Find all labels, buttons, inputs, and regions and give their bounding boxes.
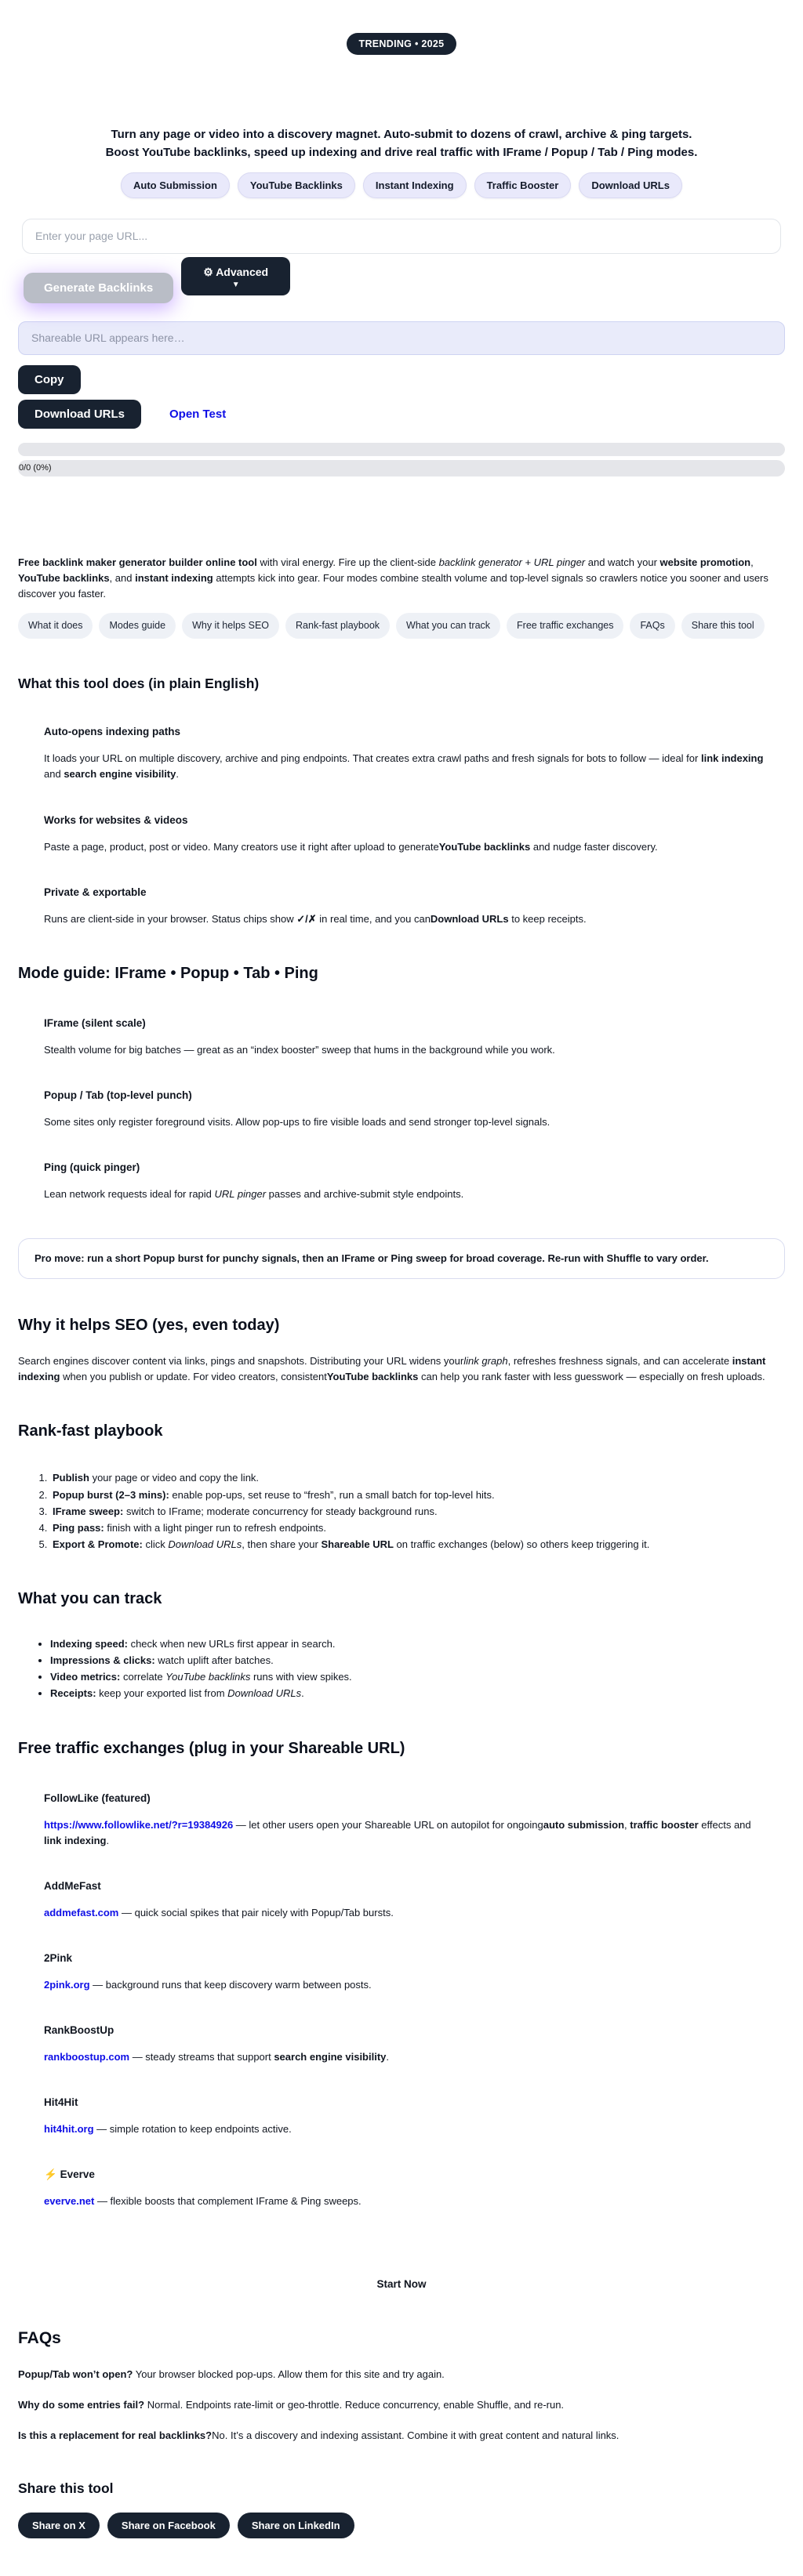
text-segment: check when new URLs first appear in search. xyxy=(128,1638,335,1650)
card-popup-tab-mode xyxy=(18,1088,785,1130)
card-title: Auto-opens indexing paths xyxy=(44,724,768,741)
text-segment: click xyxy=(143,1538,169,1550)
text-segment: search engine visibility xyxy=(64,768,176,780)
track-list xyxy=(18,1636,785,1702)
text-segment: . xyxy=(176,768,179,780)
card-title: Popup / Tab (top-level punch) xyxy=(44,1088,768,1104)
exchange-card-2pink xyxy=(18,1951,785,1993)
text-segment: attempts kick into gear. Four modes combine stealth volume and top-level signals so crawlers notice you sooner and users discover you faster. xyxy=(18,572,768,600)
text-segment: — quick social spikes that pair nicely with Popup/Tab bursts. xyxy=(118,1907,393,1918)
exchange-card-everve xyxy=(18,2167,785,2209)
text-segment: YouTube backlinks xyxy=(165,1671,250,1683)
text-segment: , and xyxy=(110,572,136,584)
text-segment: Free backlink maker generator builder online tool xyxy=(18,556,257,568)
text-segment: . xyxy=(386,2051,389,2063)
chevron-down-icon: ▼ xyxy=(232,281,240,289)
heading-rank-fast-playbook: Rank-fast playbook xyxy=(18,1419,785,1444)
nav-pill-what-you-can-track[interactable]: What you can track xyxy=(396,613,500,639)
hero-tagline xyxy=(25,125,778,162)
text-segment: Impressions & clicks: xyxy=(50,1654,155,1666)
nav-pill-free-traffic-exchanges[interactable]: Free traffic exchanges xyxy=(507,613,623,639)
card-iframe-mode xyxy=(18,1016,785,1058)
text-segment: — flexible boosts that complement IFrame & Ping sweeps. xyxy=(94,2195,361,2207)
text-segment: YouTube backlinks xyxy=(18,572,110,584)
generate-backlinks-button[interactable]: Generate Backlinks xyxy=(24,273,173,303)
exchange-title: RankBoostUp xyxy=(44,2023,768,2039)
track-item xyxy=(50,1686,785,1701)
inline-text-link[interactable]: 2pink.org xyxy=(44,1979,90,1991)
advanced-toggle-button[interactable] xyxy=(181,257,290,295)
text-segment: URL pinger xyxy=(215,1188,267,1200)
exchange-body xyxy=(44,2121,768,2137)
track-item xyxy=(50,1636,785,1652)
text-segment: when you publish or update. For video creators, consistent xyxy=(60,1371,326,1382)
exchange-card-rankboostup xyxy=(18,2023,785,2065)
card-auto-opens-indexing-paths xyxy=(18,724,785,782)
text-segment: , refreshes freshness signals, and can accelerate xyxy=(508,1355,732,1367)
text-segment: It loads your URL on multiple discovery, archive and ping endpoints. That creates extra crawl paths and fresh signals for bots to follow — ideal for xyxy=(44,752,701,764)
text-segment: Normal. Endpoints rate-limit or geo-throttle. Reduce concurrency, enable Shuffle, and re-run. xyxy=(144,2399,564,2411)
card-title: IFrame (silent scale) xyxy=(44,1016,768,1032)
start-now-link[interactable]: Start Now xyxy=(18,2277,785,2293)
text-segment: with viral energy. Fire up the client-side xyxy=(257,556,439,568)
section-nav xyxy=(18,613,785,639)
heading-mode-guide: Mode guide: IFrame • Popup • Tab • Ping xyxy=(18,962,785,986)
playbook-step xyxy=(50,1504,785,1520)
playbook-step xyxy=(50,1537,785,1552)
shareable-url-output[interactable] xyxy=(18,321,785,355)
text-segment: Download URLs xyxy=(431,913,509,925)
exchange-body xyxy=(44,2049,768,2065)
text-segment: link indexing xyxy=(44,1835,106,1846)
text-segment: Popup burst (2–3 mins): xyxy=(53,1489,169,1501)
text-segment: Paste a page, product, post or video. Many creators use it right after upload to generate xyxy=(44,841,439,853)
text-segment: Ping pass: xyxy=(53,1522,104,1534)
text-segment: on traffic exchanges (below) so others keep triggering it. xyxy=(394,1538,649,1550)
text-segment: , xyxy=(750,556,754,568)
text-segment: correlate xyxy=(120,1671,165,1683)
text-segment: ✓/✗ xyxy=(296,913,316,925)
feature-pill-youtube-backlinks: YouTube Backlinks xyxy=(238,172,355,198)
pro-move-callout xyxy=(18,1238,785,1279)
text-segment: and xyxy=(44,768,64,780)
download-urls-button[interactable]: Download URLs xyxy=(18,400,141,429)
card-ping-mode xyxy=(18,1160,785,1202)
text-segment: traffic booster xyxy=(630,1819,698,1831)
inline-text-link[interactable]: rankboostup.com xyxy=(44,2051,129,2063)
card-body xyxy=(44,751,768,782)
text-segment: link graph xyxy=(463,1355,507,1367)
download-row xyxy=(18,400,785,429)
text-segment: — background runs that keep discovery warm between posts. xyxy=(90,1979,372,1991)
text-segment: watch uplift after batches. xyxy=(155,1654,274,1666)
text-segment: . xyxy=(106,1835,109,1846)
text-segment: Popup/Tab won’t open? xyxy=(18,2368,133,2380)
inline-text-link[interactable]: everve.net xyxy=(44,2195,94,2207)
text-segment: your page or video and copy the link. xyxy=(89,1472,259,1484)
text-segment: to keep receipts. xyxy=(509,913,587,925)
feature-pill-row xyxy=(18,172,785,198)
exchange-body xyxy=(44,1905,768,1921)
text-segment: No. It’s a discovery and indexing assistant. Combine it with great content and natural links. xyxy=(212,2429,619,2441)
exchange-card-addmefast xyxy=(18,1879,785,1921)
text-segment: effects and xyxy=(699,1819,751,1831)
text-segment: Some sites only register foreground visits. Allow pop-ups to fire visible loads and send stronger top-level signals. xyxy=(44,1116,550,1128)
card-body xyxy=(44,839,768,855)
text-segment: in real time, and you can xyxy=(317,913,431,925)
text-segment: IFrame sweep: xyxy=(53,1505,123,1517)
heading-share-this-tool: Share this tool xyxy=(18,2478,785,2499)
text-segment: Shareable URL xyxy=(321,1538,393,1550)
card-body xyxy=(44,1114,768,1130)
nav-pill-faqs[interactable]: FAQs xyxy=(630,613,674,639)
text-segment: switch to IFrame; moderate concurrency for steady background runs. xyxy=(123,1505,437,1517)
nav-pill-modes-guide[interactable]: Modes guide xyxy=(99,613,176,639)
feature-pill-instant-indexing: Instant Indexing xyxy=(363,172,467,198)
trending-badge: TRENDING • 2025 xyxy=(347,33,457,55)
page-url-input[interactable] xyxy=(22,219,781,254)
text-segment: Export & Promote: xyxy=(53,1538,143,1550)
card-works-for-websites-videos xyxy=(18,813,785,855)
copy-row xyxy=(18,365,785,394)
text-segment: website promotion xyxy=(660,556,751,568)
faq-item-replacement-backlinks xyxy=(18,2428,785,2444)
text-segment: backlink generator + URL pinger xyxy=(439,556,586,568)
text-segment: Indexing speed: xyxy=(50,1638,128,1650)
text-segment: . xyxy=(301,1687,304,1699)
progress-status-bar: 0/0 (0%) xyxy=(18,460,785,476)
text-segment: link indexing xyxy=(701,752,763,764)
text-segment: Receipts: xyxy=(50,1687,96,1699)
share-on-x-button[interactable]: Share on X xyxy=(18,2513,100,2538)
seo-article xyxy=(18,555,785,2576)
share-on-linkedin-button[interactable]: Share on LinkedIn xyxy=(238,2513,354,2538)
exchange-title-text: Everve xyxy=(60,2168,95,2180)
exchange-title: AddMeFast xyxy=(44,1879,768,1895)
tagline-line-2: Boost YouTube backlinks, speed up indexing and drive real traffic with IFrame / Popup / Tab / Ping modes. xyxy=(106,146,698,159)
text-segment: YouTube backlinks xyxy=(327,1371,419,1382)
text-segment: finish with a light pinger run to refresh endpoints. xyxy=(104,1522,326,1534)
track-item xyxy=(50,1669,785,1685)
card-title: Works for websites & videos xyxy=(44,813,768,829)
tagline-line-1: Turn any page or video into a discovery magnet. Auto-submit to dozens of crawl, archive & ping targets. xyxy=(111,128,692,141)
inline-text-link[interactable]: https://www.followlike.net/?r=19384926 xyxy=(44,1819,233,1831)
card-title: Private & exportable xyxy=(44,885,768,901)
exchange-body xyxy=(44,1977,768,1993)
inline-text-link[interactable]: addmefast.com xyxy=(44,1907,118,1918)
feature-pill-auto-submission: Auto Submission xyxy=(121,172,230,198)
text-segment: can help you rank faster with less guesswork — especially on fresh uploads. xyxy=(418,1371,765,1382)
heading-faqs: FAQs xyxy=(18,2326,785,2352)
text-segment: enable pop-ups, set reuse to “fresh”, run a small batch for top-level hits. xyxy=(169,1489,495,1501)
text-segment: — simple rotation to keep endpoints active. xyxy=(94,2123,292,2135)
playbook-step xyxy=(50,1470,785,1486)
exchange-title xyxy=(44,2167,768,2183)
text-segment: Pro move: run a short Popup burst for punchy signals, then an IFrame or Ping sweep for broad coverage. Re-run with Shuffle to vary order. xyxy=(35,1252,709,1264)
exchange-card-followlike xyxy=(18,1791,785,1849)
hero-section xyxy=(18,0,785,476)
text-segment: Lean network requests ideal for rapid xyxy=(44,1188,215,1200)
playbook-step xyxy=(50,1487,785,1503)
text-segment: instant indexing xyxy=(135,572,213,584)
nav-pill-rank-fast-playbook[interactable]: Rank-fast playbook xyxy=(285,613,390,639)
playbook-step xyxy=(50,1520,785,1536)
lightning-icon: ⚡ xyxy=(44,2168,57,2180)
text-segment: runs with view spikes. xyxy=(250,1671,351,1683)
share-button-row xyxy=(18,2513,785,2538)
text-segment: passes and archive-submit style endpoints. xyxy=(266,1188,463,1200)
text-segment: Stealth volume for big batches — great as an “index booster” sweep that hums in the background while you work. xyxy=(44,1044,555,1056)
action-button-row xyxy=(24,257,785,303)
advanced-button-label xyxy=(203,266,268,279)
open-test-link[interactable]: Open Test xyxy=(169,408,226,421)
heading-free-traffic-exchanges: Free traffic exchanges (plug in your Shareable URL) xyxy=(18,1737,785,1761)
nav-pill-share-this-tool[interactable]: Share this tool xyxy=(681,613,765,639)
nav-pill-why-it-helps-seo[interactable]: Why it helps SEO xyxy=(182,613,279,639)
exchange-card-hit4hit xyxy=(18,2095,785,2137)
heading-why-it-helps-seo: Why it helps SEO (yes, even today) xyxy=(18,1313,785,1338)
exchange-title: FollowLike (featured) xyxy=(44,1791,768,1807)
text-segment: — steady streams that support xyxy=(129,2051,274,2063)
text-segment: Why do some entries fail? xyxy=(18,2399,144,2411)
playbook-list xyxy=(18,1470,785,1552)
text-segment: YouTube backlinks xyxy=(439,841,531,853)
card-body xyxy=(44,1187,768,1202)
exchange-title: 2Pink xyxy=(44,1951,768,1967)
text-segment: and nudge faster discovery. xyxy=(530,841,657,853)
text-segment: search engine visibility xyxy=(274,2051,386,2063)
text-segment: — let other users open your Shareable URL on autopilot for ongoing xyxy=(233,1819,543,1831)
exchange-title: Hit4Hit xyxy=(44,2095,768,2111)
heading-what-it-does: What this tool does (in plain English) xyxy=(18,673,785,694)
gear-icon: ⚙ xyxy=(203,266,213,278)
text-segment: Runs are client-side in your browser. Status chips show xyxy=(44,913,296,925)
text-segment: Is this a replacement for real backlinks? xyxy=(18,2429,212,2441)
text-segment: Search engines discover content via links, pings and snapshots. Distributing your URL widens your xyxy=(18,1355,463,1367)
text-segment: auto submission xyxy=(543,1819,624,1831)
card-title: Ping (quick pinger) xyxy=(44,1160,768,1176)
text-segment: Video metrics: xyxy=(50,1671,120,1683)
track-item xyxy=(50,1653,785,1668)
nav-pill-what-it-does[interactable]: What it does xyxy=(18,613,93,639)
text-segment: Your browser blocked pop-ups. Allow them for this site and try again. xyxy=(133,2368,444,2380)
text-segment: , xyxy=(624,1819,630,1831)
card-body xyxy=(44,911,768,927)
card-private-exportable xyxy=(18,885,785,927)
copy-button[interactable]: Copy xyxy=(18,365,81,394)
text-segment: and watch your xyxy=(585,556,659,568)
why-seo-paragraph xyxy=(18,1353,785,1385)
feature-pill-download-urls: Download URLs xyxy=(579,172,682,198)
text-segment: , then share your xyxy=(242,1538,321,1550)
exchange-body xyxy=(44,1817,768,1849)
feature-pill-traffic-booster: Traffic Booster xyxy=(474,172,572,198)
text-segment: Publish xyxy=(53,1472,89,1484)
text-segment: Download URLs xyxy=(168,1538,242,1550)
heading-what-you-can-track: What you can track xyxy=(18,1587,785,1611)
intro-paragraph xyxy=(18,555,785,602)
text-segment: instant indexing xyxy=(18,1355,765,1382)
faq-item-popup-wont-open xyxy=(18,2367,785,2382)
progress-bar-track xyxy=(18,443,785,456)
text-segment: keep your exported list from xyxy=(96,1687,228,1699)
advanced-label-text: Advanced xyxy=(216,266,268,278)
exchange-body xyxy=(44,2194,768,2209)
text-segment: Download URLs xyxy=(227,1687,301,1699)
faq-item-entries-fail xyxy=(18,2397,785,2413)
inline-text-link[interactable]: hit4hit.org xyxy=(44,2123,94,2135)
share-on-facebook-button[interactable]: Share on Facebook xyxy=(107,2513,230,2538)
card-body xyxy=(44,1042,768,1058)
